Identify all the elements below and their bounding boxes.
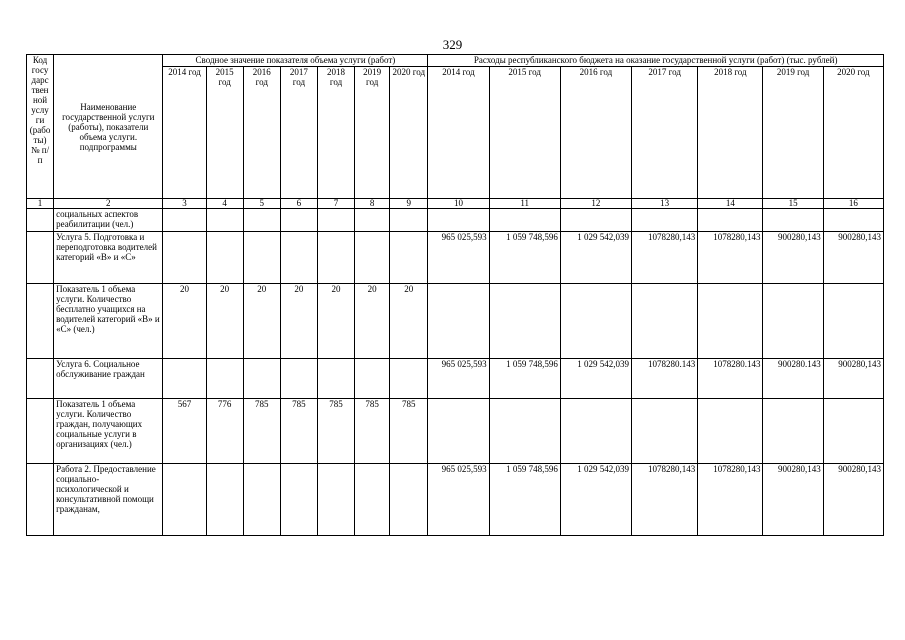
expense-value <box>763 209 823 232</box>
table-row <box>27 209 884 232</box>
volume-value: 20 <box>243 284 280 359</box>
volume-value <box>280 209 317 232</box>
column-number: 11 <box>489 199 560 209</box>
volume-value: 567 <box>163 399 206 464</box>
expense-value: 1078280.143 <box>698 359 763 399</box>
row-name: социальных аспектов реабилитации (чел.) <box>54 209 163 232</box>
expense-value: 900280,143 <box>823 232 883 284</box>
expense-value: 1 059 748,596 <box>489 232 560 284</box>
expense-value: 900280.143 <box>763 359 823 399</box>
header-volume-year: 2014 год <box>163 67 206 199</box>
header-expense-year: 2017 год <box>632 67 698 199</box>
column-number: 7 <box>317 199 354 209</box>
volume-value: 785 <box>390 399 428 464</box>
column-number: 14 <box>698 199 763 209</box>
volume-value <box>355 232 390 284</box>
header-volume-year: 2019 год <box>355 67 390 199</box>
header-name-col: Наименование государственной услуги (работы), показатели объема услуги. подпрограммы <box>54 55 163 199</box>
table-row <box>27 464 884 536</box>
expense-value: 1 029 542,039 <box>560 359 631 399</box>
table-row <box>27 359 884 399</box>
volume-value <box>280 232 317 284</box>
volume-value: 20 <box>355 284 390 359</box>
expense-value <box>632 399 698 464</box>
page-number: 329 <box>442 37 463 52</box>
expense-value: 1 029 542,039 <box>560 464 631 536</box>
expense-value <box>428 209 489 232</box>
volume-value <box>355 209 390 232</box>
expense-value <box>763 399 823 464</box>
expense-value: 1078280,143 <box>632 232 698 284</box>
expense-value: 900280,143 <box>763 232 823 284</box>
column-number: 13 <box>632 199 698 209</box>
volume-value: 785 <box>317 399 354 464</box>
table-row <box>27 284 884 359</box>
expense-value <box>698 284 763 359</box>
column-number: 9 <box>390 199 428 209</box>
row-name: Показатель 1 объема услуги. Количество граждан, получающих социальные услуги в организациях (чел.) <box>54 399 163 464</box>
expense-value <box>560 284 631 359</box>
expense-value <box>632 209 698 232</box>
header-expense-year: 2020 год <box>823 67 883 199</box>
header-expense-year: 2014 год <box>428 67 489 199</box>
expense-value <box>428 284 489 359</box>
expense-value <box>632 284 698 359</box>
column-number: 3 <box>163 199 206 209</box>
column-number: 10 <box>428 199 489 209</box>
row-code <box>27 284 54 359</box>
header-volume-year: 2016 год <box>243 67 280 199</box>
column-number: 2 <box>54 199 163 209</box>
expense-value <box>698 209 763 232</box>
volume-value <box>206 464 243 536</box>
header-volume-year: 2015 год <box>206 67 243 199</box>
volume-value: 785 <box>280 399 317 464</box>
services-table <box>26 54 884 536</box>
volume-value: 776 <box>206 399 243 464</box>
volume-value <box>243 232 280 284</box>
column-number: 8 <box>355 199 390 209</box>
volume-value <box>317 359 354 399</box>
header-group-row <box>27 55 884 67</box>
expense-value <box>823 284 883 359</box>
row-name: Работа 2. Предоставление социально-психологической и консультативной помощи гражданам, <box>54 464 163 536</box>
expense-value: 1 059 748,596 <box>489 464 560 536</box>
row-name: Услуга 6. Социальное обслуживание граждан <box>54 359 163 399</box>
header-volume-year: 2018 год <box>317 67 354 199</box>
volume-value: 20 <box>206 284 243 359</box>
expense-value <box>560 399 631 464</box>
volume-value <box>243 464 280 536</box>
header-expense-year: 2016 год <box>560 67 631 199</box>
expense-value <box>763 284 823 359</box>
expense-value: 1 029 542,039 <box>560 232 631 284</box>
expense-value: 965 025,593 <box>428 359 489 399</box>
volume-value <box>390 232 428 284</box>
expense-value: 900280,143 <box>823 464 883 536</box>
expense-value: 1078280,143 <box>698 464 763 536</box>
header-volume-group: Сводное значение показателя объема услуги (работ) <box>163 55 428 67</box>
volume-value: 785 <box>243 399 280 464</box>
column-number: 1 <box>27 199 54 209</box>
expense-value: 1078280.143 <box>632 359 698 399</box>
column-number: 5 <box>243 199 280 209</box>
volume-value <box>317 232 354 284</box>
column-number: 16 <box>823 199 883 209</box>
expense-value: 1078280,143 <box>632 464 698 536</box>
expense-value: 965 025,593 <box>428 232 489 284</box>
volume-value <box>280 464 317 536</box>
volume-value: 20 <box>280 284 317 359</box>
expense-value <box>823 399 883 464</box>
expense-value <box>489 209 560 232</box>
column-number: 6 <box>280 199 317 209</box>
volume-value <box>243 209 280 232</box>
header-expense-year: 2015 год <box>489 67 560 199</box>
volume-value: 20 <box>163 284 206 359</box>
column-number-row <box>27 199 884 209</box>
volume-value <box>206 232 243 284</box>
header-expense-year: 2019 год <box>763 67 823 199</box>
expense-value <box>823 209 883 232</box>
volume-value <box>390 209 428 232</box>
header-expense-year: 2018 год <box>698 67 763 199</box>
volume-value <box>390 464 428 536</box>
table-row <box>27 232 884 284</box>
volume-value <box>390 359 428 399</box>
volume-value <box>163 359 206 399</box>
volume-value: 20 <box>390 284 428 359</box>
volume-value <box>355 464 390 536</box>
column-number: 4 <box>206 199 243 209</box>
volume-value <box>163 209 206 232</box>
volume-value <box>206 209 243 232</box>
row-code <box>27 209 54 232</box>
volume-value <box>163 232 206 284</box>
expense-value: 1 059 748,596 <box>489 359 560 399</box>
row-name: Показатель 1 объема услуги. Количество бесплатно учащихся на водителей категорий «В» и «С» (чел.) <box>54 284 163 359</box>
volume-value <box>206 359 243 399</box>
expense-value <box>698 399 763 464</box>
volume-value <box>243 359 280 399</box>
column-number: 12 <box>560 199 631 209</box>
volume-value <box>355 359 390 399</box>
volume-value <box>280 359 317 399</box>
volume-value <box>317 209 354 232</box>
header-volume-year: 2020 год <box>390 67 428 199</box>
volume-value <box>317 464 354 536</box>
table-row <box>27 399 884 464</box>
volume-value: 20 <box>317 284 354 359</box>
column-number: 15 <box>763 199 823 209</box>
header-expense-group: Расходы республиканского бюджета на оказание государственной услуги (работ) (тыс. рублей) <box>428 55 884 67</box>
row-code <box>27 399 54 464</box>
header-code-col: Код госу дарс твен ной услу ги (рабо ты) № п/п <box>27 55 54 199</box>
expense-value: 900280,143 <box>763 464 823 536</box>
expense-value: 900280,143 <box>823 359 883 399</box>
expense-value <box>428 399 489 464</box>
row-code <box>27 464 54 536</box>
row-code <box>27 359 54 399</box>
expense-value <box>560 209 631 232</box>
row-name: Услуга 5. Подготовка и переподготовка водителей категорий «В» и «С» <box>54 232 163 284</box>
expense-value: 965 025,593 <box>428 464 489 536</box>
volume-value <box>163 464 206 536</box>
expense-value: 1078280,143 <box>698 232 763 284</box>
expense-value <box>489 284 560 359</box>
row-code <box>27 232 54 284</box>
header-volume-year: 2017 год <box>280 67 317 199</box>
volume-value: 785 <box>355 399 390 464</box>
expense-value <box>489 399 560 464</box>
